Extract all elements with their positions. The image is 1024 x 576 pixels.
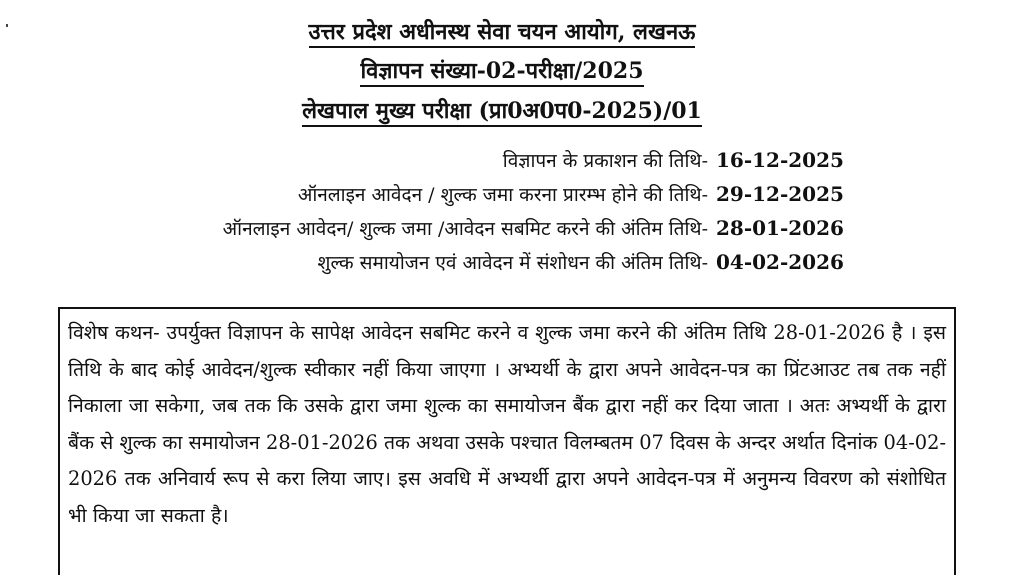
- advertisement-number-text: विज्ञापन संख्या-02-परीक्षा/2025: [360, 58, 643, 87]
- date-row-application-last: [78, 215, 844, 242]
- date-row-application-start: [78, 181, 844, 208]
- date-label: ऑनलाइन आवेदन/ शुल्क जमा /आवेदन सबमिट करने की अंतिम तिथि-: [222, 218, 708, 240]
- exam-title-text: लेखपाल मुख्य परीक्षा (प्रा0अ0प0-2025)/01: [302, 98, 702, 127]
- date-row-fee-adjustment-last: [78, 249, 844, 276]
- date-value: 29-12-2025: [716, 182, 844, 206]
- date-label: ऑनलाइन आवेदन / शुल्क जमा करना प्रारम्भ होने की तिथि-: [297, 184, 708, 206]
- exam-title: [0, 97, 1014, 125]
- date-label: विज्ञापन के प्रकाशन की तिथि-: [502, 150, 708, 172]
- date-value: 16-12-2025: [716, 148, 844, 172]
- special-notice-text: विशेष कथन- उपर्युक्त विज्ञापन के सापेक्ष आवेदन सबमिट करने व शुल्क जमा करने की अंतिम तिथि 28-01-2026 है । इस तिथि के बाद कोई आवेदन/शुल्क स्वीकार नहीं किया जाएगा । अभ्यर्थी के द्वारा अपने आवेदन-पत्र का प्रिंटआउट तब तक नहीं निकाला जा सकेगा, जब तक कि उसके द्वारा जमा शुल्क का समायोजन बैंक द्वारा नहीं कर दिया जाता । अतः अभ्यर्थी के द्वारा बैंक से शुल्क का समायोजन 28-01-2026 तक अथवा उसके पश्चात विलम्बतम 07 दिवस के अन्दर अर्थात दिनांक 04-02-2026 तक अनिवार्य रूप से करा लिया जाए। इस अवधि में अभ्यर्थी द्वारा अपने आवेदन-पत्र में अनुमन्य विवरण को संशोधित भी किया जा सकता है।: [68, 321, 946, 527]
- organization-title: [0, 18, 1014, 46]
- date-value: 04-02-2026: [716, 250, 844, 274]
- date-value: 28-01-2026: [716, 216, 844, 240]
- date-label: शुल्क समायोजन एवं आवेदन में संशोधन की अंतिम तिथि-: [317, 252, 708, 274]
- organization-title-text: उत्तर प्रदेश अधीनस्थ सेवा चयन आयोग, लखनऊ: [309, 19, 696, 48]
- special-notice-box: [58, 307, 956, 575]
- date-row-publication: [78, 147, 844, 174]
- advertisement-number: [0, 57, 1014, 85]
